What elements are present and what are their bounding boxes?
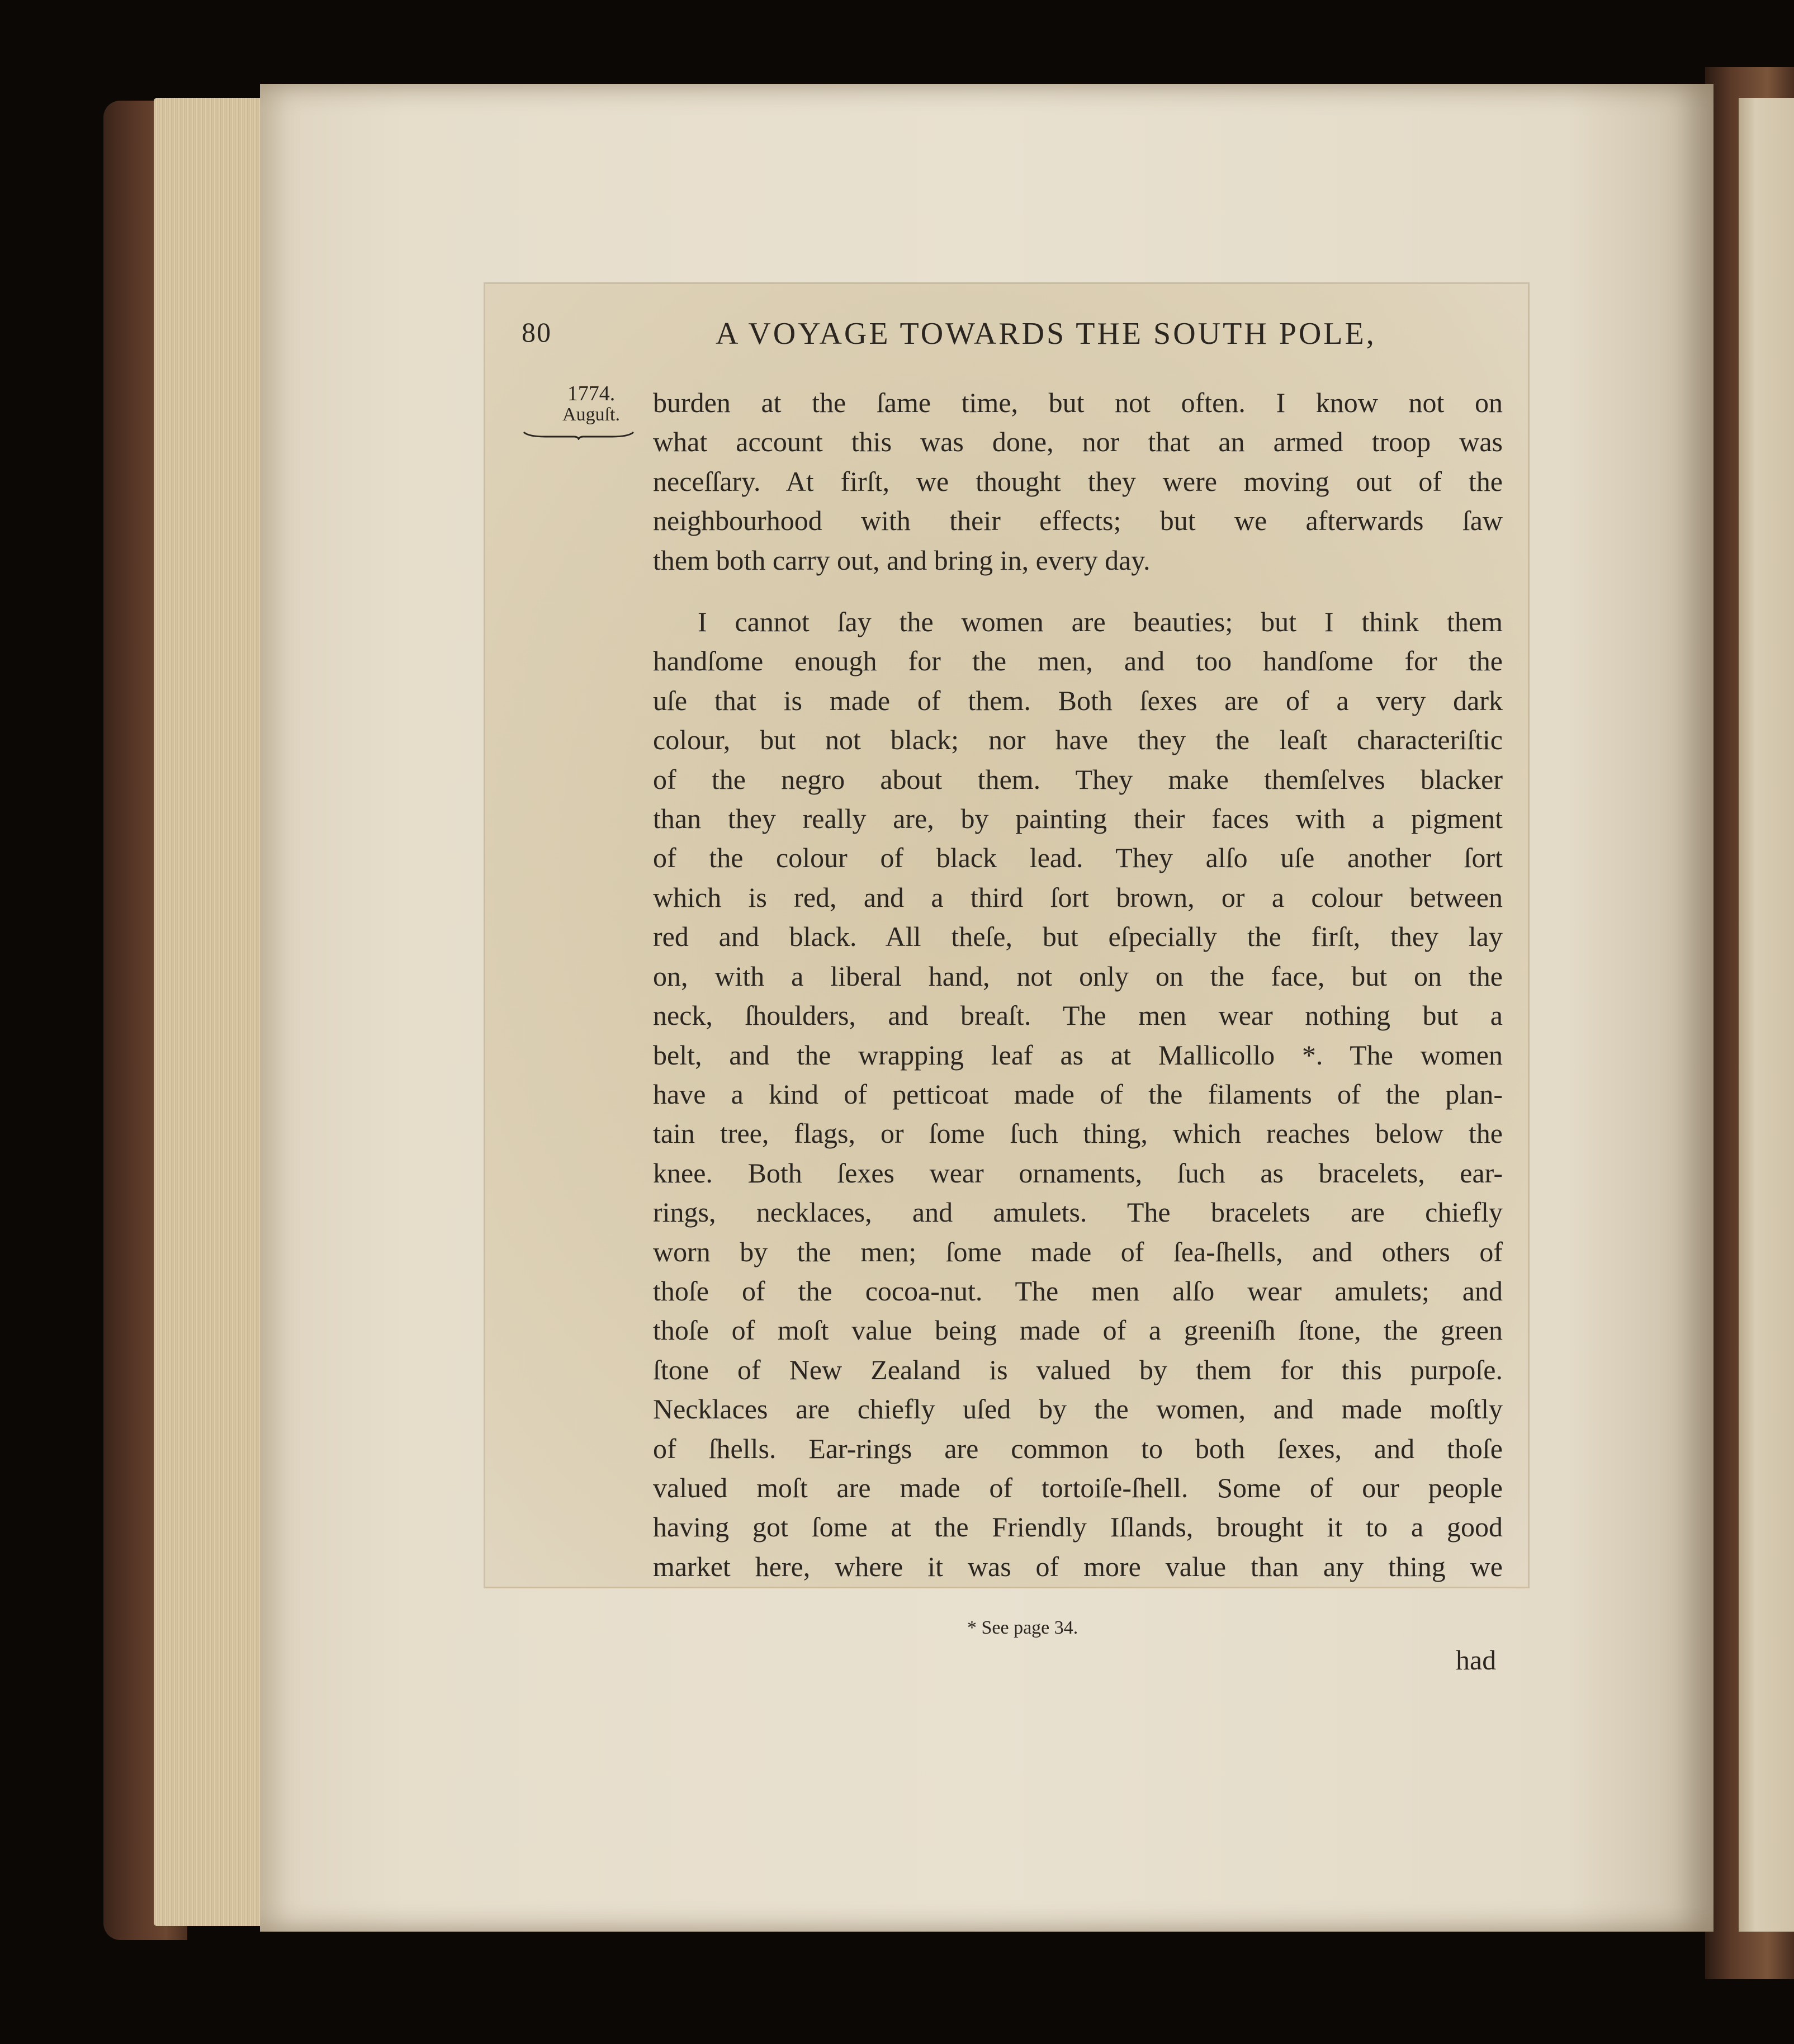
text-line: market here, where it was of more value than any thing we: [653, 1550, 1503, 1582]
text-line: them both carry out, and bring in, every day.: [653, 544, 1151, 576]
text-line: burden at the ſame time, but not often. I know not on: [653, 387, 1503, 418]
text-line: belt, and the wrapping leaf as at Mallicollo *. The women: [653, 1039, 1503, 1071]
text-line: thoſe of moſt value being made of a greeniſh ſtone, the green: [653, 1314, 1503, 1346]
brace-ornament: [523, 428, 635, 440]
margin-note-year: 1774.: [567, 382, 616, 405]
text-line: colour, but not black; nor have they the leaſt characteriſtic: [653, 724, 1503, 756]
paragraph-2: [653, 602, 1503, 1586]
text-line: rings, necklaces, and amulets. The bracelets are chiefly: [653, 1196, 1503, 1228]
text-line: Necklaces are chiefly uſed by the women, and made moſtly: [653, 1393, 1503, 1425]
text-line: tain tree, flags, or ſome ſuch thing, which reaches below the: [653, 1118, 1503, 1149]
text-line: than they really are, by painting their faces with a pigment: [653, 803, 1503, 835]
margin-note-month: Auguſt.: [562, 404, 620, 425]
text-line: thoſe of the cocoa-nut. The men alſo wear amulets; and: [653, 1275, 1503, 1307]
running-head: A VOYAGE TOWARDS THE SOUTH POLE,: [716, 316, 1376, 351]
text-line: valued moſt are made of tortoiſe-ſhell. Some of our people: [653, 1472, 1503, 1503]
margin-note: [523, 383, 635, 440]
text-line: have a kind of petticoat made of the filaments of the plan-: [653, 1078, 1503, 1110]
text-line: neighbourhood with their effects; but we afterwards ſaw: [653, 505, 1503, 537]
text-line: handſome enough for the men, and too handſome for the: [653, 645, 1503, 677]
text-line: having got ſome at the Friendly Iſlands, brought it to a good: [653, 1511, 1503, 1543]
footnote: * See page 34.: [967, 1617, 1078, 1638]
text-line: I cannot ſay the women are beauties; but I think them: [698, 606, 1503, 638]
page-fore-edge: [154, 98, 260, 1926]
text-line: which is red, and a third ſort brown, or a colour between: [653, 881, 1503, 913]
text-line: what account this was done, nor that an armed troop was: [653, 426, 1503, 458]
text-line: neck, ſhoulders, and breaſt. The men wear nothing but a: [653, 1000, 1503, 1032]
text-line: red and black. All theſe, but eſpecially the firſt, they lay: [653, 921, 1503, 953]
text-line: of the negro about them. They make themſelves blacker: [653, 763, 1503, 795]
body-text: [653, 383, 1503, 1586]
catchword: had: [1456, 1644, 1497, 1676]
text-line: ſtone of New Zealand is valued by them for this purpoſe.: [653, 1354, 1503, 1385]
text-line: of the colour of black lead. They alſo uſe another ſort: [653, 842, 1503, 874]
text-line: on, with a liberal hand, not only on the face, but on the: [653, 960, 1503, 992]
text-line: of ſhells. Ear-rings are common to both ſexes, and thoſe: [653, 1432, 1503, 1464]
text-line: worn by the men; ſome made of ſea-ſhells, and others of: [653, 1236, 1503, 1267]
text-line: uſe that is made of them. Both ſexes are of a very dark: [653, 684, 1503, 716]
text-line: neceſſary. At firſt, we thought they were moving out of the: [653, 465, 1503, 497]
page-number: 80: [522, 316, 552, 348]
paragraph-1: [653, 383, 1503, 580]
facing-page-edge: [1739, 98, 1794, 1932]
text-line: knee. Both ſexes wear ornaments, ſuch as bracelets, ear-: [653, 1157, 1503, 1189]
